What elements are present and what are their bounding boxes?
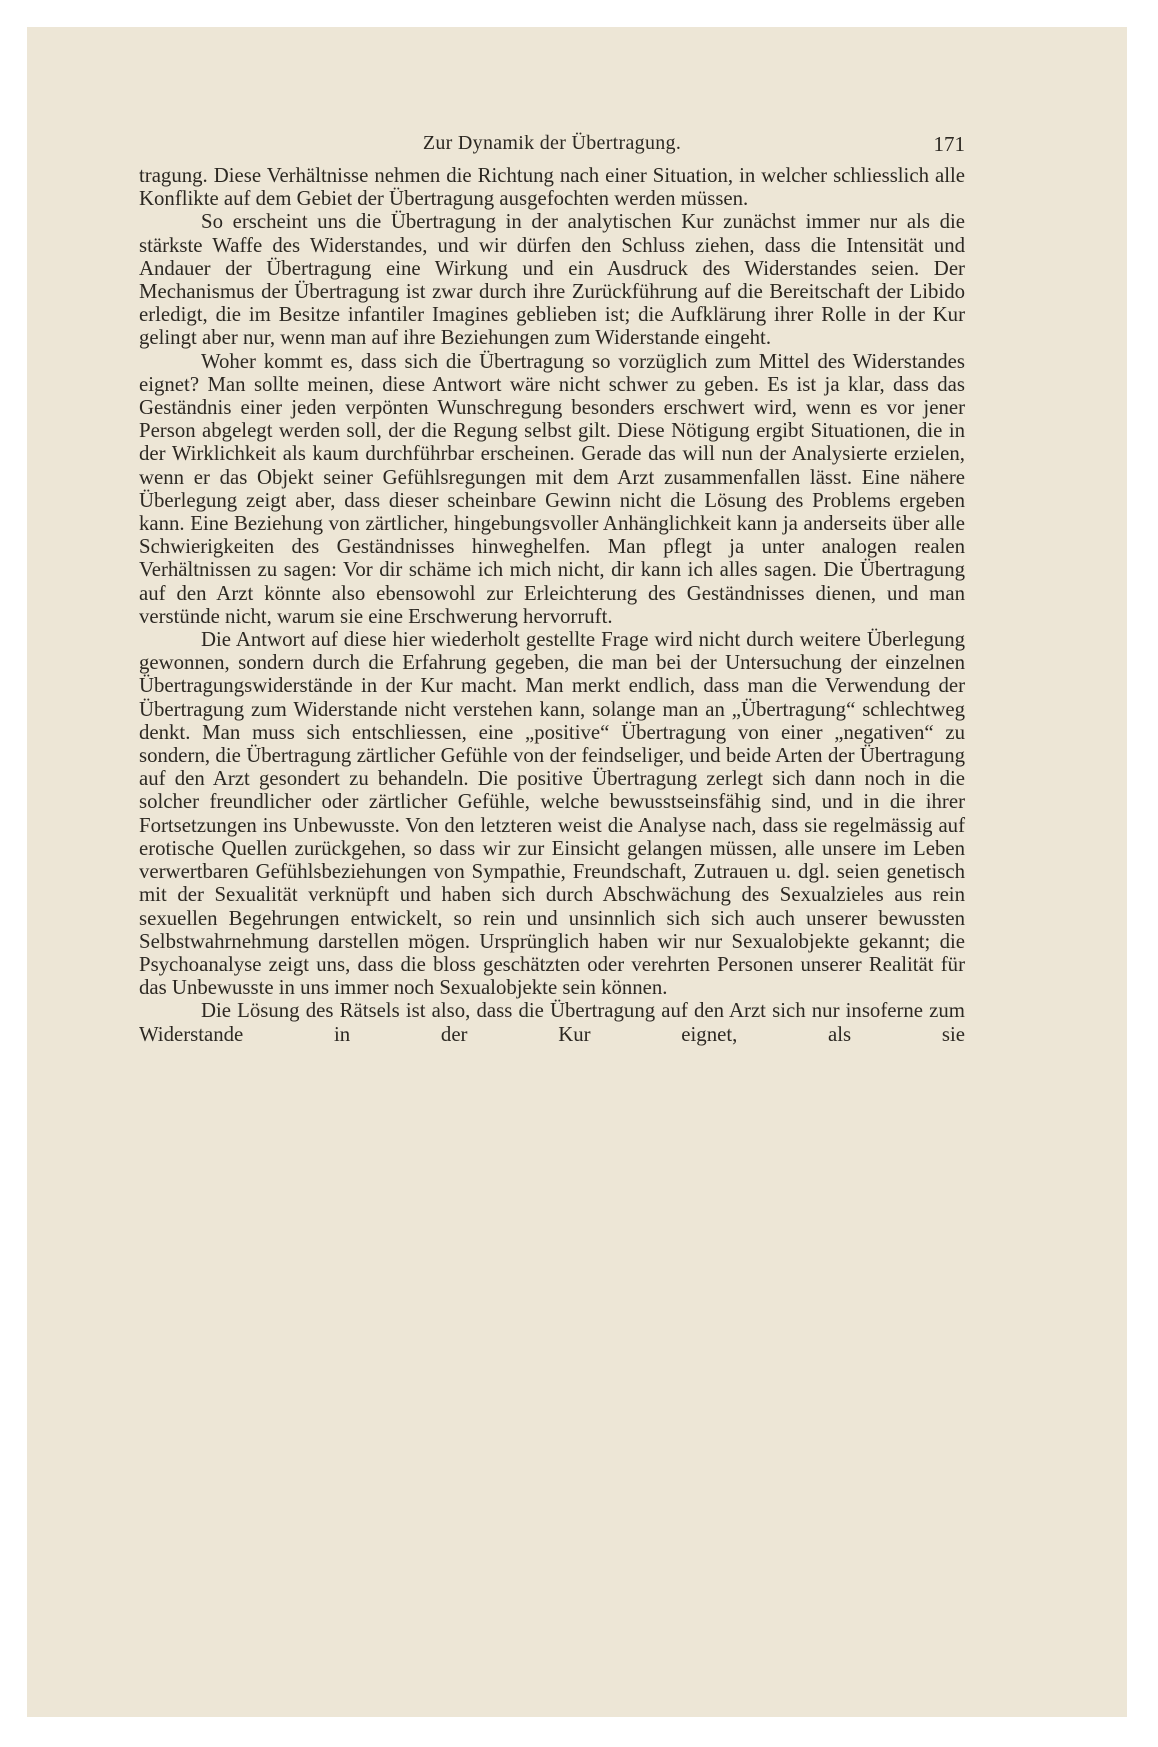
running-header [139,130,965,164]
body-text [139,164,965,1046]
paragraph: So erscheint uns die Übertragung in der analytischen Kur zunächst immer nur als die stärkste Waffe des Widerstandes, und wir dürfen den Schluss ziehen, dass die Intensität und Andauer der Übertragung eine Wirkung und ein Ausdruck des Widerstandes seien. Der Mechanismus der Übertragung ist zwar durch ihre Zurückführung auf die Bereitschaft der Libido erledigt, die im Besitze infantiler Imagines geblieben ist; die Aufklärung ihrer Rolle in der Kur gelingt aber nur, wenn man auf ihre Beziehungen zum Widerstande eingeht. [139,210,965,350]
paragraph-continued: tragung. Diese Verhältnisse nehmen die Richtung nach einer Situation, in welcher schliesslich alle Konflikte auf dem Gebiet der Übertragung ausgefochten werden müssen. [139,164,965,211]
page-number: 171 [933,132,965,156]
running-title: Zur Dynamik der Übertragung. [422,132,682,154]
book-page [139,130,965,1046]
paragraph: Die Antwort auf diese hier wiederholt gestellte Frage wird nicht durch weitere Überlegung gewonnen, sondern durch die Erfahrung gegeben, die man bei der Untersuchung der einzelnen Übertragungswiderstände in der Kur macht. Man merkt endlich, dass man die Verwendung der Übertragung zum Widerstande nicht verstehen kann, solange man an „Übertragung“ schlechtweg denkt. Man muss sich entschliessen, eine „positive“ Übertragung von einer „negativen“ zu sondern, die Übertragung zärtlicher Gefühle von der feindseliger, und beide Arten der Übertragung auf den Arzt gesondert zu behandeln. Die positive Übertragung zerlegt sich dann noch in die solcher freundlicher oder zärtlicher Gefühle, welche bewusstseinsfähig sind, und in die ihrer Fortsetzungen ins Unbewusste. Von den letzteren weist die Analyse nach, dass sie regelmässig auf erotische Quellen zurückgehen, so dass wir zur Einsicht gelangen müssen, alle unsere im Leben verwertbaren Gefühlsbeziehungen von Sympathie, Freundschaft, Zutrauen u. dgl. seien genetisch mit der Sexualität verknüpft und haben sich durch Abschwächung des Sexualzieles aus rein sexuellen Begehrungen entwickelt, so rein und unsinnlich sich sich auch unserer bewussten Selbstwahrnehmung darstellen mögen. Ursprünglich haben wir nur Sexualobjekte gekannt; die Psychoanalyse zeigt uns, dass die bloss geschätzten oder verehrten Personen unserer Realität für das Unbewusste in uns immer noch Sexualobjekte sein können. [139,628,965,1000]
paragraph: Woher kommt es, dass sich die Übertragung so vorzüglich zum Mittel des Widerstandes eignet? Man sollte meinen, diese Antwort wäre nicht schwer zu geben. Es ist ja klar, dass das Geständnis einer jeden verpönten Wunschregung besonders erschwert wird, wenn es vor jener Person abgelegt werden soll, der die Regung selbst gilt. Diese Nötigung ergibt Situationen, die in der Wirklichkeit als kaum durchführbar erscheinen. Gerade das will nun der Analysierte erzielen, wenn er das Objekt seiner Gefühlsregungen mit dem Arzt zusammenfallen lässt. Eine nähere Überlegung zeigt aber, dass dieser scheinbare Gewinn nicht die Lösung des Problems ergeben kann. Eine Beziehung von zärtlicher, hingebungsvoller Anhänglichkeit kann ja anderseits über alle Schwierigkeiten des Geständnisses hinweghelfen. Man pflegt ja unter analogen realen Verhältnissen zu sagen: Vor dir schäme ich mich nicht, dir kann ich alles sagen. Die Übertragung auf den Arzt könnte also ebensowohl zur Erleichterung des Geständnisses dienen, und man verstünde nicht, warum sie eine Erschwerung hervorruft. [139,349,965,628]
paragraph-continues: Die Lösung des Rätsels ist also, dass die Übertragung auf den Arzt sich nur insoferne zum Widerstande in der Kur eignet, als sie [139,999,965,1046]
